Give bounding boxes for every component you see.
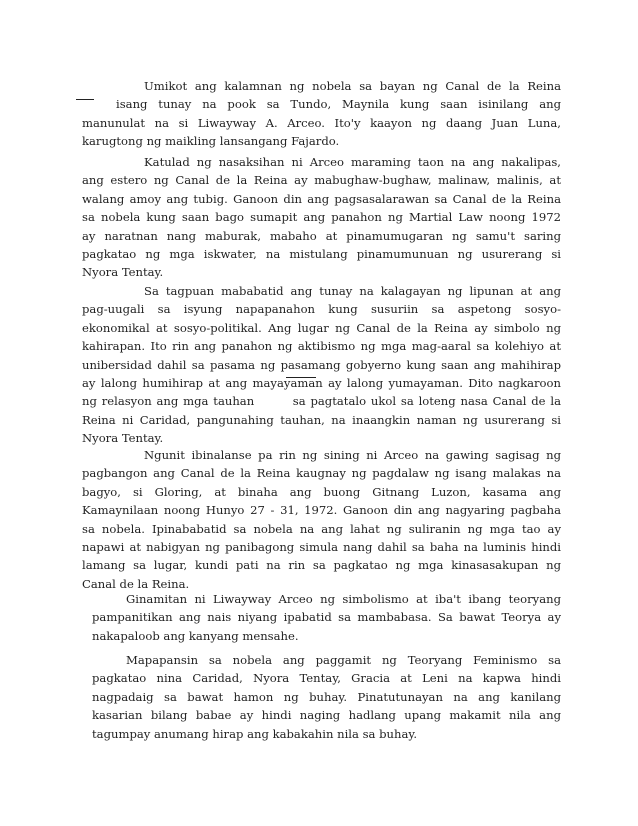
paragraph-2 xyxy=(82,153,561,282)
paragraph-1 xyxy=(82,77,561,151)
text-line: sa nobela. Ipinababatid sa nobela na ang lahat ng suliranin ng mga tao ay xyxy=(82,521,561,536)
text-line: pagbangon ang Canal de la Reina kaugnay ng pagdalaw ng isang malakas na xyxy=(82,466,561,481)
paragraph-5 xyxy=(92,590,561,645)
text-line: sa nobela kung saan bago sumapit ang panahon ng Martial Law noong 1972 xyxy=(82,210,561,225)
text-line: karugtong ng maikling lansangang Fajardo. xyxy=(82,134,340,149)
text-line: kahirapan. Ito rin ang panahon ng aktibismo ng mga mag-aaral sa kolehiyo at xyxy=(82,339,561,354)
text-line: ay lalong humihirap at ang mayayaman ay lalong yumayaman. Dito nagkaroon xyxy=(82,376,561,391)
text-line: pagkatao ng mga iskwater, na mistulang pinamumunuan ng usurerang si xyxy=(82,247,561,262)
text-line: Umikot ang kalamnan ng nobela sa bayan ng Canal de la Reina xyxy=(144,79,561,93)
paragraph-6 xyxy=(92,651,561,743)
paragraph-4 xyxy=(82,446,561,593)
text-line: ekonomikal at sosyo-politikal. Ang lugar ng Canal de la Reina ay simbolo ng xyxy=(82,320,561,335)
text-line: bagyo, si Gloring, at binaha ang buong Gitnang Luzon, kasama ang xyxy=(82,484,561,499)
text-line: kasarian bilang babae ay hindi naging hadlang upang makamit nila ang xyxy=(92,708,561,723)
text-line: Mapapansin sa nobela ang paggamit ng Teoryang Feminismo sa xyxy=(126,653,561,667)
text-line: ng relasyon ang mga tauhan sa pagtatalo ukol sa loteng nasa Canal de la xyxy=(82,394,561,409)
text-line: nakapaloob ang kanyang mensahe. xyxy=(92,628,299,643)
text-line: manunulat na si Liwayway A. Arceo. Ito'y kaayon ng daang Juan Luna, xyxy=(82,115,561,130)
text-line: isang tunay na pook sa Tundo, Maynila kung saan isinilang ang xyxy=(116,97,561,112)
text-line: Nyora Tentay. xyxy=(82,265,164,280)
paragraph-3 xyxy=(82,282,561,448)
text-line: napawi at nabigyan ng panibagong simula nang dahil sa baha na luminis hindi xyxy=(82,540,561,555)
text-line: Sa tagpuan mababatid ang tunay na kalagayan ng lipunan at ang xyxy=(144,284,561,298)
text-line: Ngunit ibinalanse pa rin ng sining ni Arceo na gawing sagisag ng xyxy=(144,448,561,462)
text-line: Nyora Tentay. xyxy=(82,431,164,446)
text-line: Canal de la Reina. xyxy=(82,576,190,591)
text-line: Kamaynilaan noong Hunyo 27 - 31, 1972. Ganoon din ang nagyaring pagbaha xyxy=(82,503,561,518)
text-line: walang amoy ang tubig. Ganoon din ang pagsasalarawan sa Canal de la Reina xyxy=(82,191,561,206)
text-line: ang estero ng Canal de la Reina ay mabughaw-bughaw, malinaw, malinis, at xyxy=(82,173,561,188)
text-line: pagkatao nina Caridad, Nyora Tentay, Gracia at Leni na kapwa hindi xyxy=(92,671,561,686)
text-line: Katulad ng nasaksihan ni Arceo maraming taon na ang nakalipas, xyxy=(144,155,561,169)
text-line: pampanitikan ang nais niyang ipabatid sa mambabasa. Sa bawat Teorya ay xyxy=(92,610,561,625)
text-line: Ginamitan ni Liwayway Arceo ng simbolismo at iba't ibang teoryang xyxy=(126,592,561,606)
text-line: tagumpay anumang hirap ang kabakahin nila sa buhay. xyxy=(92,726,418,741)
text-line: Reina ni Caridad, pangunahing tauhan, na inaangkin naman ng usurerang si xyxy=(82,412,561,427)
text-line: unibersidad dahil sa pasama ng pasamang gobyerno kung saan ang mahihirap xyxy=(82,357,561,372)
text-line: lamang sa lugar, kundi pati na rin sa pagkatao ng mga kinasasakupan ng xyxy=(82,558,561,573)
text-line: nagpadaig sa bawat hamon ng buhay. Pinatutunayan na ang kanilang xyxy=(92,689,561,704)
text-line: pag-uugali sa isyung napapanahon kung susuriin sa aspetong sosyo- xyxy=(82,302,561,317)
text-line: ay naratnan nang maburak, mabaho at pinamumugaran ng samu't saring xyxy=(82,228,561,243)
